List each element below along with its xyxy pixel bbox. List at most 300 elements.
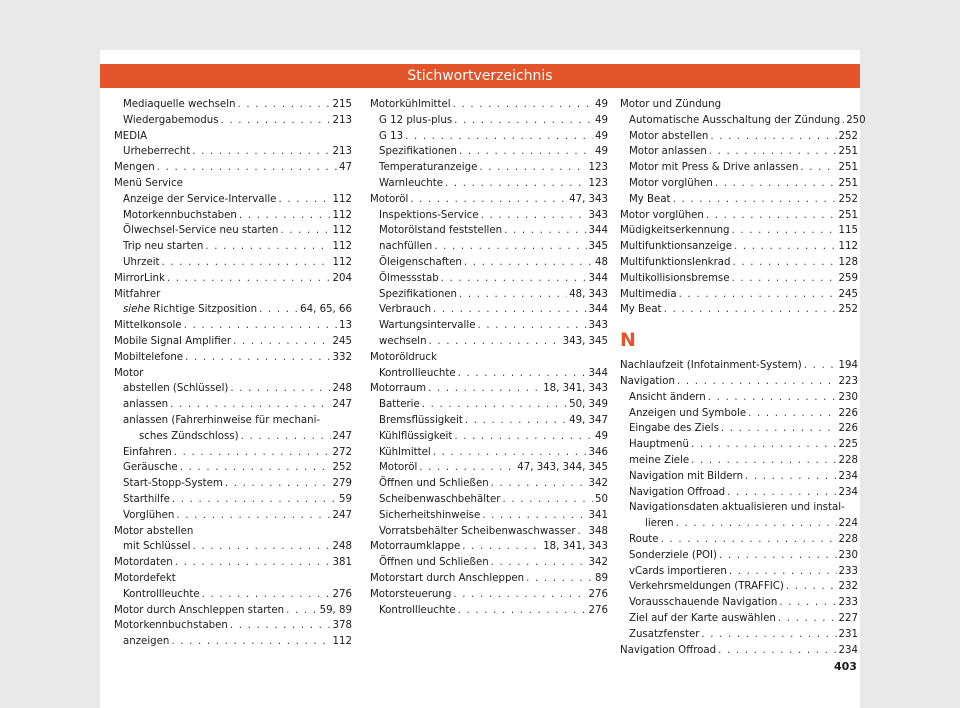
dot-leader	[426, 381, 541, 397]
entry-label: Motorraum	[370, 383, 427, 395]
entry-label: Warnleuchte	[379, 177, 444, 189]
dot-leader	[420, 397, 567, 413]
index-entry	[620, 595, 858, 611]
entry-label: Scheibenwaschbehälter	[379, 493, 501, 505]
index-entry	[620, 643, 858, 659]
dot-leader	[452, 113, 593, 129]
entry-label: Verbrauch	[379, 304, 432, 316]
page-title: Stichwortverzeichnis	[100, 64, 860, 88]
dot-leader	[477, 160, 586, 176]
page-reference: 228	[838, 533, 858, 545]
index-column-2	[370, 97, 608, 618]
page-reference: 344	[588, 225, 608, 237]
entry-label: Motorstart durch Anschleppen	[370, 572, 525, 584]
entry-label: Motorkennbuchstaben	[114, 620, 228, 632]
index-entry	[370, 603, 608, 619]
entry-label: Mittelkonsole	[114, 320, 182, 332]
entry-label: Mobile Signal Amplifier	[114, 335, 232, 347]
dot-leader	[699, 627, 836, 643]
dot-leader	[456, 366, 587, 382]
entry-label: Uhrzeit	[123, 256, 160, 268]
entry-label: Kontrollleuchte	[379, 604, 456, 616]
entry-label: Ölwechsel-Service neu starten	[123, 225, 279, 237]
entry-label: Motor vorglühen	[629, 177, 713, 189]
dot-leader	[784, 579, 837, 595]
index-page	[100, 50, 866, 708]
index-entry	[370, 397, 608, 413]
index-entry	[620, 437, 858, 453]
index-column-3	[620, 97, 866, 658]
index-entry	[620, 548, 858, 564]
dot-leader	[237, 208, 331, 224]
entry-label: Route	[629, 533, 659, 545]
entry-label: abstellen (Schlüssel)	[123, 383, 229, 395]
index-entry	[620, 421, 858, 437]
page-reference: 230	[838, 391, 858, 403]
entry-label: Motoröl	[370, 193, 409, 205]
dot-leader	[463, 413, 567, 429]
page-reference: 227	[838, 612, 858, 624]
index-entry	[370, 476, 608, 492]
index-entry	[620, 374, 858, 390]
page-reference: 49, 347	[569, 414, 608, 426]
dot-leader	[231, 334, 330, 350]
dot-leader	[798, 160, 836, 176]
page-reference: 89	[595, 572, 608, 584]
entry-label: Wiedergabemodus	[123, 114, 219, 126]
page-reference: 247	[332, 430, 352, 442]
dot-leader	[727, 564, 837, 580]
entry-label: Navigationsdaten aktualisieren und instal-	[629, 502, 845, 514]
index-entry	[370, 460, 608, 476]
page-reference: 344	[588, 304, 608, 316]
page-reference: 342	[588, 557, 608, 569]
entry-label: Multifunktionsanzeige	[620, 241, 733, 253]
dot-leader	[576, 524, 587, 540]
page-reference: 378	[332, 620, 352, 632]
dot-leader	[743, 469, 837, 485]
page-reference: 112	[332, 256, 352, 268]
dot-leader	[431, 445, 587, 461]
page-reference: 381	[332, 557, 352, 569]
entry-label: Navigation	[620, 375, 675, 387]
index-entry	[620, 406, 858, 422]
dot-leader	[716, 643, 836, 659]
page-reference: 345	[588, 241, 608, 253]
index-entry	[370, 208, 608, 224]
index-entry	[620, 97, 858, 113]
dot-leader	[169, 634, 330, 650]
index-entry	[370, 366, 608, 382]
entry-label: Zusatzfenster	[629, 628, 700, 640]
index-entry	[114, 287, 352, 303]
index-entry	[114, 413, 352, 429]
index-entry	[114, 208, 352, 224]
index-entry	[114, 366, 352, 382]
entry-label: MEDIA	[114, 130, 148, 142]
entry-label: Motordaten	[114, 557, 173, 569]
index-entry	[114, 334, 352, 350]
entry-label: anlassen	[123, 399, 169, 411]
dot-leader	[689, 453, 836, 469]
page-reference: 348	[588, 525, 608, 537]
index-entry	[370, 413, 608, 429]
dot-leader	[662, 302, 837, 318]
index-entry	[370, 508, 608, 524]
dot-leader	[276, 192, 330, 208]
index-entry	[620, 453, 858, 469]
entry-label: Öffnen und Schließen	[379, 557, 489, 569]
page-reference: 252	[332, 462, 352, 474]
page-reference: 276	[588, 588, 608, 600]
dot-leader	[172, 445, 331, 461]
entry-label: Anzeigen und Symbole	[629, 407, 747, 419]
index-entry	[370, 318, 608, 334]
entry-label: Motoröldruck	[370, 351, 437, 363]
page-reference: 234	[838, 470, 858, 482]
entry-label: Vorglühen	[123, 509, 175, 521]
dot-leader	[239, 429, 331, 445]
index-entry	[370, 144, 608, 160]
page-reference: 276	[588, 604, 608, 616]
page-reference: 344	[588, 367, 608, 379]
page-reference: 112	[332, 636, 352, 648]
dot-leader	[475, 318, 586, 334]
entry-label: Motor und Zündung	[620, 99, 722, 110]
entry-label: nachfüllen	[379, 241, 433, 253]
entry-label: lieren	[645, 518, 674, 530]
index-entry	[620, 129, 858, 145]
entry-label: Multikollisionsbremse	[620, 272, 730, 284]
entry-label: Motor	[114, 367, 144, 379]
page-reference: 224	[838, 518, 858, 530]
index-entry	[114, 571, 352, 587]
page-reference: 48, 343	[569, 288, 608, 300]
page-reference: 342	[588, 478, 608, 490]
page-reference: 231	[838, 628, 858, 640]
dot-leader	[675, 374, 837, 390]
index-entry	[620, 192, 858, 208]
index-column-1	[114, 97, 352, 650]
dot-leader	[228, 618, 331, 634]
page-reference: 234	[838, 486, 858, 498]
index-entry	[114, 429, 352, 445]
entry-label: Motor mit Press & Drive anlassen	[629, 162, 799, 174]
entry-label: wechseln	[379, 335, 427, 347]
index-entry	[114, 508, 352, 524]
entry-label: Trip neu starten	[123, 241, 204, 253]
entry-label: Ölmessstab	[379, 272, 439, 284]
page-reference: 112	[332, 225, 352, 237]
page-reference: 123	[588, 162, 608, 174]
page-reference: 251	[838, 146, 858, 158]
index-entry	[370, 492, 608, 508]
page-reference: 213	[332, 146, 352, 158]
page-reference: 232	[838, 581, 858, 593]
dot-leader	[203, 239, 330, 255]
page-reference: 233	[838, 597, 858, 609]
dot-leader	[746, 406, 836, 422]
index-entry	[370, 97, 608, 113]
page-reference: 215	[332, 99, 352, 110]
dot-leader	[183, 350, 330, 366]
dot-leader	[160, 255, 331, 271]
index-entry	[370, 571, 608, 587]
dot-leader	[730, 271, 837, 287]
dot-leader	[191, 539, 331, 555]
index-entry	[114, 603, 352, 619]
dot-leader	[427, 334, 561, 350]
page-reference: 194	[838, 360, 858, 372]
index-entry	[370, 129, 608, 145]
page-reference: 245	[838, 288, 858, 300]
entry-label: mit Schlüssel	[123, 541, 191, 553]
dot-leader	[689, 437, 837, 453]
index-entry	[370, 255, 608, 271]
dot-leader	[457, 287, 567, 303]
index-entry	[370, 287, 608, 303]
index-entry	[620, 239, 858, 255]
entry-see-prefix: siehe	[123, 304, 151, 316]
page-reference: 59	[339, 493, 352, 505]
page-reference: 228	[838, 454, 858, 466]
page-reference: 18, 341, 343	[543, 541, 608, 553]
dot-leader	[417, 460, 515, 476]
entry-label: Kühlmittel	[379, 446, 431, 458]
dot-leader	[443, 176, 587, 192]
page-reference: 112	[332, 193, 352, 205]
entry-label: Start-Stopp-System	[123, 478, 223, 490]
entry-label: Motor abstellen	[629, 130, 709, 142]
page-reference: 50	[595, 493, 608, 505]
entry-label: Navigation Offroad	[620, 644, 717, 656]
entry-label: G 13	[379, 130, 404, 142]
dot-leader	[460, 539, 541, 555]
page-reference: 248	[332, 541, 352, 553]
index-entry	[370, 302, 608, 318]
index-entry	[114, 192, 352, 208]
dot-leader	[674, 516, 837, 532]
entry-label: Kontrollleuchte	[123, 588, 200, 600]
dot-leader	[403, 129, 593, 145]
entry-label: Motorsteuerung	[370, 588, 452, 600]
dot-leader	[219, 113, 331, 129]
dot-leader	[776, 611, 837, 627]
page-reference: 47	[339, 162, 352, 174]
entry-label: Verkehrsmeldungen (TRAFFIC)	[629, 581, 784, 593]
index-entry	[114, 302, 352, 318]
page-reference: 248	[332, 383, 352, 395]
dot-leader	[489, 555, 587, 571]
index-entry	[114, 129, 352, 145]
entry-label: Navigation Offroad	[629, 486, 726, 498]
dot-leader	[168, 397, 330, 413]
entry-label: Wartungsintervalle	[379, 320, 476, 332]
index-entry	[620, 390, 858, 406]
entry-label: Motor abstellen	[114, 525, 194, 537]
page-reference: 123	[588, 177, 608, 189]
dot-leader	[732, 239, 837, 255]
dot-leader	[524, 571, 593, 587]
dot-leader	[223, 476, 331, 492]
index-entry	[114, 318, 352, 334]
entry-label: Temperaturanzeige	[379, 162, 478, 174]
page-reference: 250	[846, 114, 866, 126]
entry-label: meine Ziele	[629, 454, 690, 466]
entry-label: Bremsflüssigkeit	[379, 414, 463, 426]
index-entry	[620, 485, 858, 501]
index-entry	[114, 524, 352, 540]
dot-leader	[462, 255, 593, 271]
index-entry	[114, 144, 352, 160]
page-reference: 47, 343, 344, 345	[517, 462, 608, 474]
dot-leader	[182, 318, 337, 334]
page-reference: 343	[588, 320, 608, 332]
index-entry	[114, 476, 352, 492]
dot-leader	[170, 492, 337, 508]
page-reference: 50, 349	[569, 399, 608, 411]
index-entry	[620, 160, 858, 176]
dot-leader	[235, 97, 330, 113]
dot-leader	[439, 271, 587, 287]
page-reference: 252	[838, 304, 858, 316]
entry-label: Mitfahrer	[114, 288, 161, 300]
dot-leader	[173, 555, 331, 571]
dot-leader	[174, 508, 330, 524]
entry-label: Motordefekt	[114, 572, 176, 584]
dot-leader	[480, 508, 586, 524]
entry-label: Motor durch Anschleppen starten	[114, 604, 285, 616]
entry-label: Müdigkeitserkennung	[620, 225, 730, 237]
page-reference: 226	[838, 407, 858, 419]
page-reference: 343, 345	[562, 335, 608, 347]
entry-label: Spezifikationen	[379, 146, 457, 158]
dot-leader	[228, 381, 330, 397]
entry-label: Anzeige der Service-Intervalle	[123, 193, 277, 205]
dot-leader	[278, 223, 330, 239]
page-reference: 128	[838, 256, 858, 268]
entry-label: Einfahren	[123, 446, 172, 458]
entry-label: Mengen	[114, 162, 155, 174]
page-reference: 346	[588, 446, 608, 458]
index-entry	[620, 144, 858, 160]
entry-label: Motor vorglühen	[620, 209, 704, 221]
index-entry	[620, 500, 858, 516]
index-entry	[114, 587, 352, 603]
index-entry	[114, 634, 352, 650]
page-number: 403	[834, 660, 857, 673]
index-entry	[370, 539, 608, 555]
index-entry	[370, 113, 608, 129]
page-reference: 48	[595, 256, 608, 268]
entry-label: Vorratsbehälter Scheibenwaschwasser	[379, 525, 576, 537]
dot-leader	[707, 144, 837, 160]
page-reference: 251	[838, 209, 858, 221]
page-reference: 252	[838, 193, 858, 205]
dot-leader	[708, 129, 836, 145]
page-reference: 226	[838, 423, 858, 435]
page-reference: 112	[332, 241, 352, 253]
page-reference: 279	[332, 478, 352, 490]
dot-leader	[200, 587, 331, 603]
dot-leader	[257, 302, 298, 318]
page-reference: 276	[332, 588, 352, 600]
index-entry	[114, 397, 352, 413]
page-reference: 49	[595, 430, 608, 442]
index-entry	[114, 460, 352, 476]
entry-label	[123, 302, 257, 318]
dot-leader	[165, 271, 331, 287]
page-reference: 252	[838, 130, 858, 142]
page-reference: 115	[838, 225, 858, 237]
page-reference: 259	[838, 272, 858, 284]
dot-leader	[725, 485, 836, 501]
dot-leader	[730, 223, 837, 239]
dot-leader	[777, 595, 836, 611]
page-reference: 223	[838, 375, 858, 387]
page-reference: 233	[838, 565, 858, 577]
dot-leader	[704, 208, 837, 224]
page-reference: 49	[595, 130, 608, 142]
index-entry	[370, 429, 608, 445]
entry-label: anlassen (Fahrerhinweise für mechani-	[123, 414, 321, 426]
dot-leader	[659, 532, 837, 548]
index-entry	[370, 350, 608, 366]
page-reference: 251	[838, 177, 858, 189]
index-entry	[620, 271, 858, 287]
index-entry	[370, 587, 608, 603]
page-reference: 245	[332, 335, 352, 347]
entry-label: Spezifikationen	[379, 288, 457, 300]
index-entry	[370, 555, 608, 571]
entry-label: Menü Service	[114, 177, 183, 189]
entry-label: My Beat	[620, 304, 662, 316]
entry-label: Kühlflüssigkeit	[379, 430, 453, 442]
dot-leader	[456, 603, 587, 619]
index-entry	[370, 381, 608, 397]
page-reference: 213	[332, 114, 352, 126]
page-reference: 112	[838, 241, 858, 253]
page-reference: 49	[595, 114, 608, 126]
index-entry	[620, 611, 858, 627]
index-entry	[620, 223, 858, 239]
entry-label: Hauptmenü	[629, 439, 689, 451]
section-letter: N	[620, 329, 636, 352]
entry-label: sches Zündschloss)	[139, 430, 239, 442]
index-entry	[370, 524, 608, 540]
entry-label: Vorausschauende Navigation	[629, 597, 778, 609]
index-entry	[370, 192, 608, 208]
dot-leader	[178, 460, 331, 476]
index-entry	[620, 358, 858, 374]
entry-label: Nachlaufzeit (Infotainment-System)	[620, 360, 802, 372]
page-reference: 225	[838, 439, 858, 451]
index-entry	[620, 255, 858, 271]
index-entry	[620, 113, 866, 129]
page-reference: 49	[595, 99, 608, 110]
entry-label: Mobiltelefone	[114, 351, 184, 363]
page-reference: 341	[588, 509, 608, 521]
entry-label: Geräusche	[123, 462, 178, 474]
entry-label: Sonderziele (POI)	[629, 549, 717, 561]
dot-leader	[671, 192, 837, 208]
dot-leader	[155, 160, 337, 176]
entry-label: MirrorLink	[114, 272, 165, 284]
entry-label: Kontrollleuchte	[379, 367, 456, 379]
index-entry	[370, 239, 608, 255]
index-entry	[620, 302, 858, 318]
entry-label: Starthilfe	[123, 493, 170, 505]
